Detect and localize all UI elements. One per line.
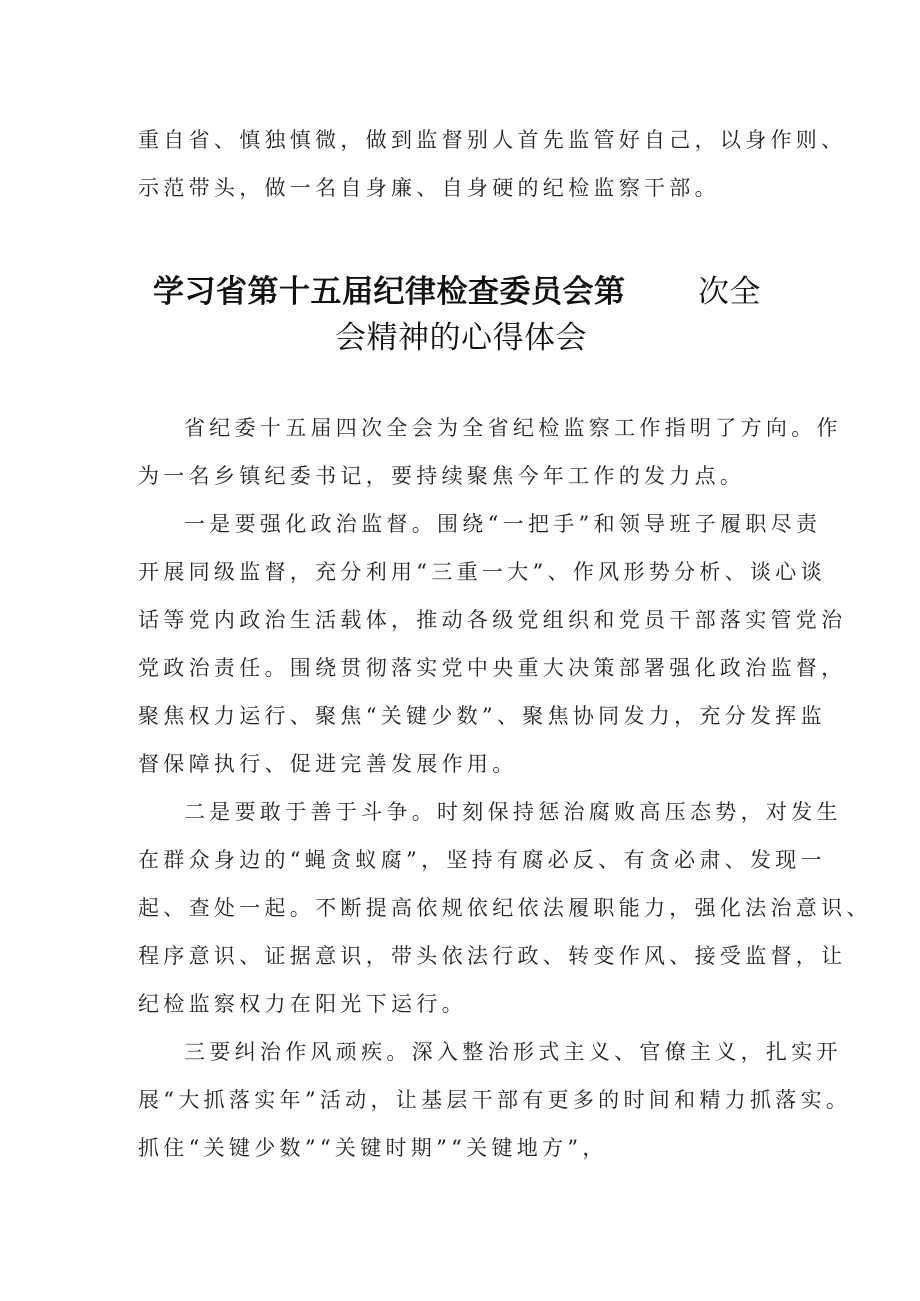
paragraph-line: 二是要敢于善于斗争。时刻保持惩治腐败高压态势，对发生: [184, 800, 842, 824]
paragraph-line: 抓住“关键少数”“关键时期”“关键地方”，: [138, 1136, 608, 1160]
paragraph-line: 话等党内政治生活载体，推动各级党组织和党员干部落实管党治: [138, 608, 847, 632]
text-line: 示范带头，做一名自身廉、自身硬的纪检监察干部。: [138, 176, 720, 200]
paragraph-line: 在群众身边的“蝇贪蚁腐”，坚持有腐必反、有贪必肃、发现一: [138, 848, 826, 872]
document-title-continuation: 次全: [698, 274, 761, 310]
paragraph-line: 一是要强化政治监督。围绕“一把手”和领导班子履职尽责: [184, 512, 822, 536]
paragraph-line: 纪检监察权力在阳光下运行。: [138, 992, 467, 1016]
paragraph-line: 开展同级监督，充分利用“三重一大”、作风形势分析、谈心谈: [138, 560, 826, 584]
paragraph-line: 省纪委十五届四次全会为全省纪检监察工作指明了方向。作: [184, 416, 842, 440]
paragraph-line: 聚焦权力运行、聚焦“关键少数”、聚焦协同发力，充分发挥监: [138, 704, 826, 728]
paragraph-line: 起、查处一起。不断提高依规依纪依法履职能力，强化法治意识、: [138, 896, 872, 920]
paragraph-line: 展“大抓落实年”活动，让基层干部有更多的时间和精力抓落实。: [138, 1088, 852, 1112]
paragraph-line: 程序意识、证据意识，带头依法行政、转变作风、接受监督，让: [138, 944, 847, 968]
paragraph-line: 督保障执行、促进完善发展作用。: [138, 752, 518, 776]
document-title: 学习省第十五届纪律检查委员会第: [153, 274, 626, 310]
document-title-line2: 会精神的心得体会: [335, 320, 587, 356]
paragraph-line: 为一名乡镇纪委书记，要持续聚焦今年工作的发力点。: [138, 464, 746, 488]
text-line: 重自省、慎独慎微，做到监督别人首先监管好自己，以身作则、: [138, 128, 847, 152]
paragraph-line: 党政治责任。围绕贯彻落实党中央重大决策部署强化政治监督，: [138, 656, 847, 680]
paragraph-line: 三要纠治作风顽疾。深入整治形式主义、官僚主义，扎实开: [184, 1040, 842, 1064]
